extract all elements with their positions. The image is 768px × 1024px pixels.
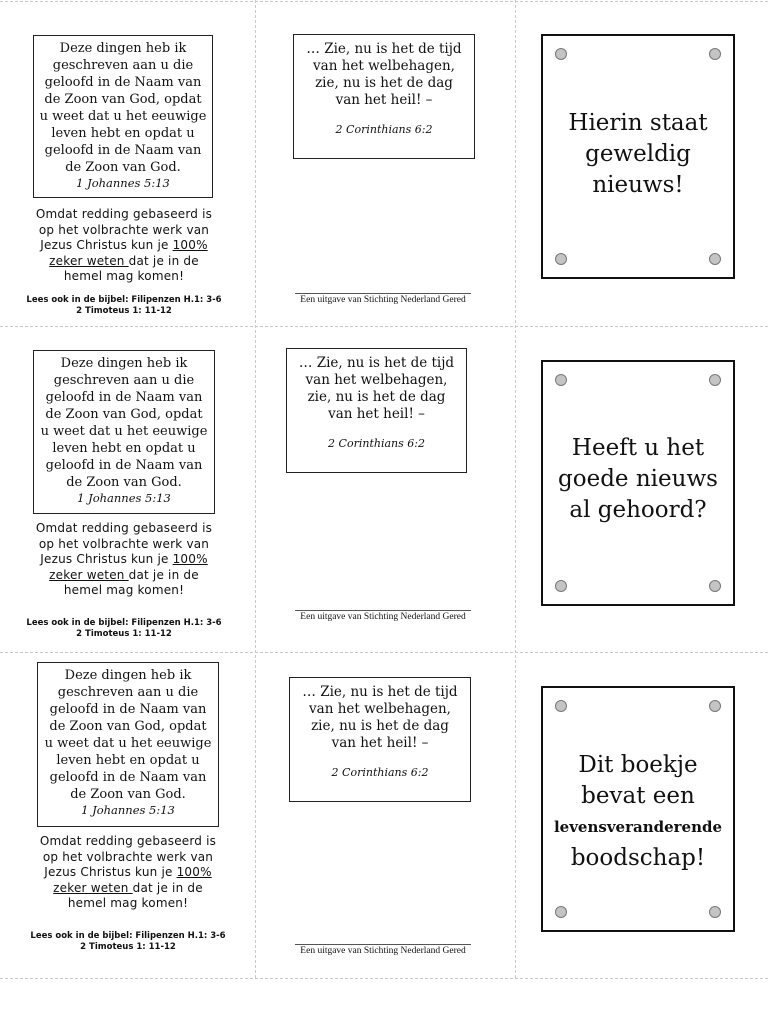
quote-line: van het welbehagen, xyxy=(309,701,451,717)
verse-line: geloofd in de Naam van xyxy=(44,75,202,90)
verse-line: geloofd in de Naam van xyxy=(44,143,202,158)
cover-title-line: boodschap! xyxy=(570,845,706,871)
read-more-line: 2 Timoteus 1: 11-12 xyxy=(76,629,172,639)
read-more-line: Lees ook in de bijbel: Filipenzen H.1: 3-6 xyxy=(30,931,226,941)
cover-title-line: bevat een xyxy=(581,783,695,809)
salvation-text-pre: Omdat redding gebaseerd is op het volbrachte werk van Jezus Christus kun je xyxy=(35,207,213,252)
verse-line: geschreven aan u die xyxy=(52,58,194,73)
read-more-line: 2 Timoteus 1: 11-12 xyxy=(80,942,176,952)
corner-dot-icon xyxy=(709,906,721,918)
salvation-text-underlined: 100% zeker weten xyxy=(49,552,208,582)
read-more-references xyxy=(18,931,238,953)
salvation-text-post: dat je in de hemel mag komen! xyxy=(67,880,203,910)
quote-reference: 2 Corinthians 6:2 xyxy=(328,437,425,450)
quote-line: van het heil! – xyxy=(335,92,433,108)
quote-box xyxy=(289,677,471,802)
verse-box xyxy=(37,662,219,827)
verse-line: geloofd in de Naam van xyxy=(45,390,203,405)
verse-line: de Zoon van God. xyxy=(65,160,181,175)
read-more-line: 2 Timoteus 1: 11-12 xyxy=(76,306,172,316)
quote-line: … Zie, nu is het de tijd xyxy=(298,355,455,371)
cover-card xyxy=(541,360,735,606)
verse-box xyxy=(33,350,215,514)
booklet-row-1 xyxy=(0,0,768,326)
cover-title-line: nieuws! xyxy=(592,172,684,198)
quote-box xyxy=(293,34,475,159)
quote-line: van het welbehagen, xyxy=(305,372,448,388)
verse-box xyxy=(33,35,213,198)
read-more-references xyxy=(14,618,234,640)
verse-line: leven hebt en opdat u xyxy=(51,126,195,141)
quote-line: zie, nu is het de dag xyxy=(315,75,453,91)
booklet-row-2 xyxy=(0,326,768,652)
quote-box xyxy=(286,348,467,473)
salvation-text-pre: Omdat redding gebaseerd is op het volbrachte werk van Jezus Christus kun je xyxy=(35,521,213,566)
salvation-text-post: dat je in de hemel mag komen! xyxy=(63,567,199,597)
verse-line: de Zoon van God. xyxy=(70,787,186,802)
verse-line: leven hebt en opdat u xyxy=(56,753,200,768)
verse-line: de Zoon van God. xyxy=(66,475,182,490)
verse-line: u weet dat u het eeuwige xyxy=(40,424,208,439)
cover-title xyxy=(543,108,733,201)
verse-line: geschreven aan u die xyxy=(57,685,199,700)
salvation-text-underlined: 100% zeker weten xyxy=(49,238,208,268)
quote-line: van het heil! – xyxy=(328,406,425,422)
publisher-credit: Een uitgave van Stichting Nederland Gered xyxy=(295,944,471,956)
salvation-text-pre: Omdat redding gebaseerd is op het volbrachte werk van Jezus Christus kun je xyxy=(39,834,217,879)
quote-line: van het heil! – xyxy=(331,735,429,751)
cover-card xyxy=(541,34,735,279)
cover-title-line: Dit boekje xyxy=(578,752,698,778)
corner-dot-icon xyxy=(709,700,721,712)
verse-line: Deze dingen heb ik xyxy=(59,41,187,56)
corner-dot-icon xyxy=(709,48,721,60)
salvation-text xyxy=(33,834,223,912)
verse-line: geloofd in de Naam van xyxy=(45,458,203,473)
quote-line: zie, nu is het de dag xyxy=(311,718,449,734)
corner-dot-icon xyxy=(555,253,567,265)
verse-line: u weet dat u het eeuwige xyxy=(39,109,207,124)
corner-dot-icon xyxy=(555,700,567,712)
booklet-row-3 xyxy=(0,652,768,978)
verse-line: u weet dat u het eeuwige xyxy=(44,736,212,751)
verse-reference: 1 Johannes 5:13 xyxy=(81,803,175,817)
quote-reference: 2 Corinthians 6:2 xyxy=(331,766,429,779)
salvation-text xyxy=(31,521,217,599)
quote-line: zie, nu is het de dag xyxy=(307,389,446,405)
verse-line: geloofd in de Naam van xyxy=(49,702,207,717)
verse-line: de Zoon van God, opdat xyxy=(49,719,207,734)
quote-line: van het welbehagen, xyxy=(313,58,455,74)
read-more-line: Lees ook in de bijbel: Filipenzen H.1: 3-6 xyxy=(26,295,222,305)
cut-line-bottom xyxy=(0,978,768,979)
verse-line: de Zoon van God, opdat xyxy=(45,407,203,422)
cover-title xyxy=(543,750,733,874)
verse-line: geloofd in de Naam van xyxy=(49,770,207,785)
salvation-text xyxy=(31,207,217,285)
cover-title-line: geweldig xyxy=(585,141,691,167)
cover-title-line: Hierin staat xyxy=(568,110,708,136)
quote-line: … Zie, nu is het de tijd xyxy=(306,41,462,57)
publisher-credit: Een uitgave van Stichting Nederland Gered xyxy=(295,293,471,305)
corner-dot-icon xyxy=(555,906,567,918)
verse-line: de Zoon van God, opdat xyxy=(44,92,202,107)
read-more-references xyxy=(14,295,234,317)
cover-card xyxy=(541,686,735,932)
publisher-credit: Een uitgave van Stichting Nederland Gered xyxy=(295,610,471,622)
cover-title-line: al gehoord? xyxy=(569,497,707,523)
cover-title-line: goede nieuws xyxy=(558,466,718,492)
corner-dot-icon xyxy=(555,374,567,386)
cover-title-emphasis: levensveranderende xyxy=(553,818,723,836)
cover-title xyxy=(543,433,733,526)
read-more-line: Lees ook in de bijbel: Filipenzen H.1: 3-6 xyxy=(26,618,222,628)
quote-line: … Zie, nu is het de tijd xyxy=(302,684,458,700)
cover-title-line: Heeft u het xyxy=(571,435,705,461)
corner-dot-icon xyxy=(555,48,567,60)
verse-line: Deze dingen heb ik xyxy=(60,356,188,371)
corner-dot-icon xyxy=(709,580,721,592)
verse-reference: 1 Johannes 5:13 xyxy=(77,491,171,505)
corner-dot-icon xyxy=(709,253,721,265)
salvation-text-post: dat je in de hemel mag komen! xyxy=(63,253,199,283)
corner-dot-icon xyxy=(709,374,721,386)
verse-line: geschreven aan u die xyxy=(53,373,195,388)
corner-dot-icon xyxy=(555,580,567,592)
verse-reference: 1 Johannes 5:13 xyxy=(76,176,170,190)
verse-line: leven hebt en opdat u xyxy=(52,441,196,456)
quote-reference: 2 Corinthians 6:2 xyxy=(335,123,433,136)
salvation-text-underlined: 100% zeker weten xyxy=(53,865,212,895)
verse-line: Deze dingen heb ik xyxy=(64,668,192,683)
